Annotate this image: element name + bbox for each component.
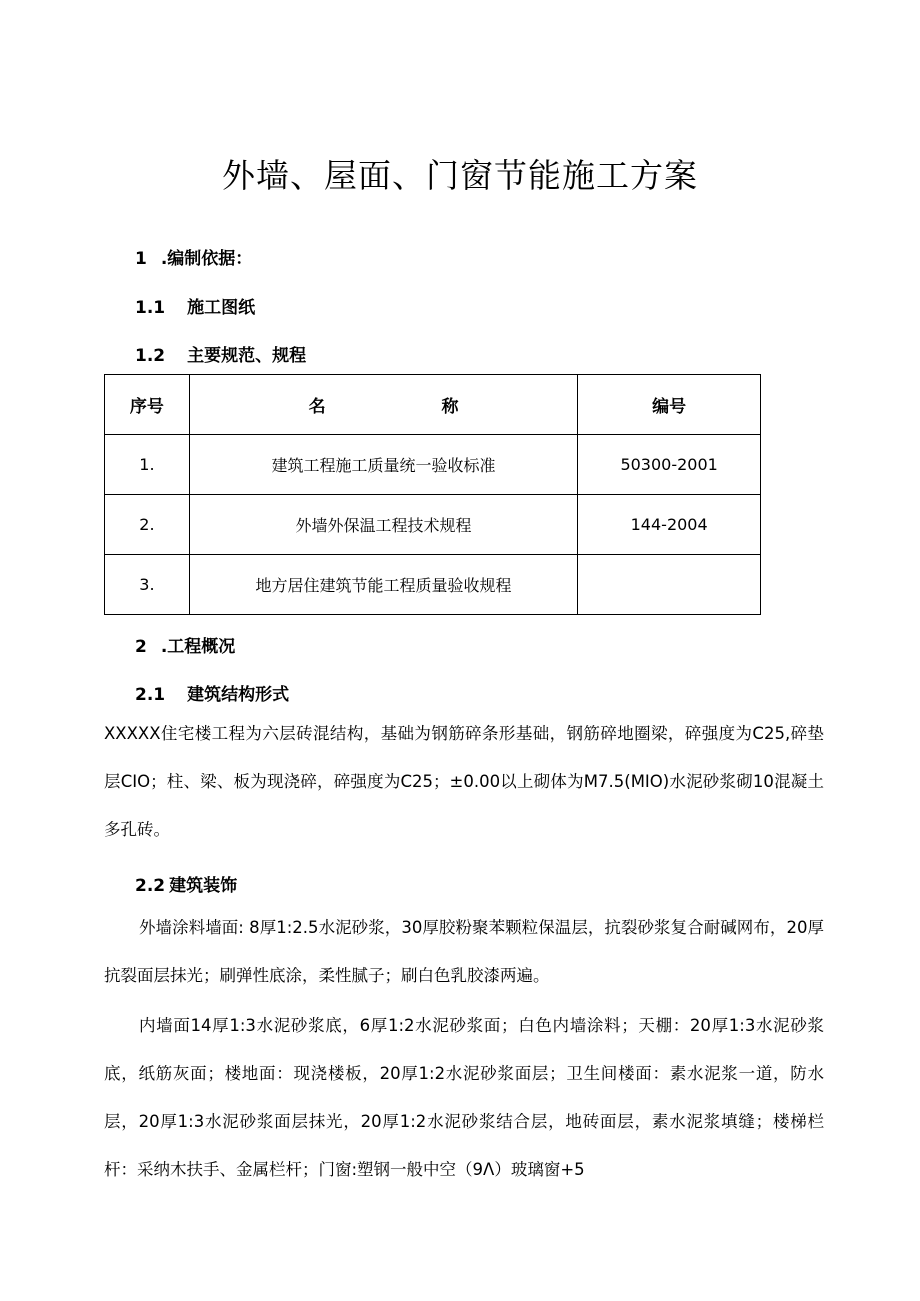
exterior-wall-paragraph: 外墙涂料墙面: 8厚1:2.5水泥砂浆，30厚胶粉聚苯颗粒保温层，抗裂砂浆复合耐碱网布，20厚抗裂面层抹光；刷弹性底涂，柔性腻子；刷白色乳胶漆两遍。 [104,918,824,985]
section-label: 建筑结构形式 [187,685,290,705]
interior-finish-paragraph: 内墙面14厚1:3水泥砂浆底，6厚1:2水泥砂浆面；白色内墙涂料；天棚：20厚1:3水泥砂浆底，纸筋灰面；楼地面：现浇楼板，20厚1:2水泥砂浆面层；卫生间楼面：素水泥浆一道，防水层，20厚1:3水泥砂浆面层抹光，20厚1:2水泥砂浆结合层，地砖面层，素水泥浆填缝；楼梯栏杆：采纳木扶手、金属栏杆；门窗:塑钢一般中空（9Λ）玻璃窗+5 [104,1016,824,1179]
section-1-2-heading [135,341,306,366]
section-2-heading [135,632,235,657]
section-number: 1.2 [135,346,166,366]
header-code: 编号 [578,375,761,435]
row-code: 144-2004 [578,495,761,555]
table-header-row [105,375,761,435]
standards-table [104,374,761,615]
row-name: 外墙外保温工程技术规程 [189,495,577,555]
table-row [105,555,761,615]
row-index: 1. [105,435,190,495]
section-number: 2 [135,637,147,657]
section-label: 建筑装饰 [169,876,238,896]
section-2-2-heading [135,871,237,896]
row-name: 地方居住建筑节能工程质量验收规程 [189,555,577,615]
header-index: 序号 [105,375,190,435]
structure-paragraph: XXXXX住宅楼工程为六层砖混结构，基础为钢筋碎条形基础，钢筋碎地圈梁，碎强度为C25,碎垫层CIO；柱、梁、板为现浇碎，碎强度为C25；±0.00以上砌体为M7.5(MIO)水泥砂浆砌10混凝土多孔砖。 [104,724,824,839]
row-index: 2. [105,495,190,555]
section-number: 1 [135,249,147,269]
document-title: 外墙、屋面、门窗节能施工方案 [222,156,698,195]
table-row [105,495,761,555]
section-number: 2.1 [135,685,166,705]
table-row [105,435,761,495]
section-label: .编制依据： [160,249,253,269]
section-number: 1.1 [135,298,166,318]
header-name-text: 名称 [308,397,459,417]
row-code [578,555,761,615]
row-name: 建筑工程施工质量统一验收标准 [189,435,577,495]
row-index: 3. [105,555,190,615]
section-number: 2.2 [135,876,166,896]
section-label: 主要规范、规程 [187,346,307,366]
section-label: .工程概况 [160,637,236,657]
section-label: 施工图纸 [187,298,256,318]
section-1-heading [135,244,252,269]
section-2-1-heading [135,680,289,705]
row-code: 50300-2001 [578,435,761,495]
section-1-1-heading [135,293,255,318]
header-name [189,375,577,435]
